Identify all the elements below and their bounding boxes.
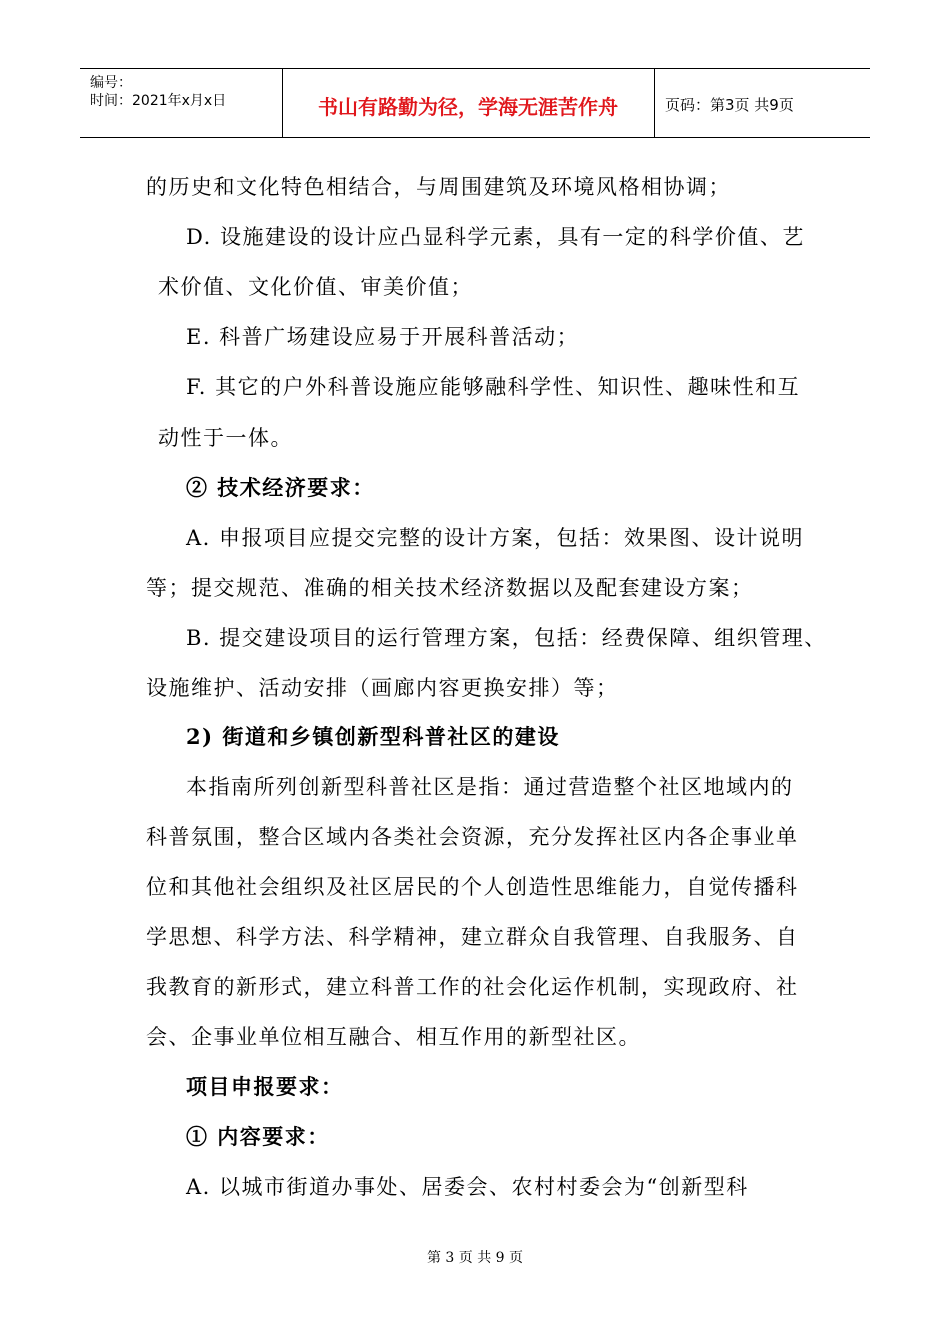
body-line: B. 提交建设项目的运行管理方案，包括：经费保障、组织管理、 bbox=[186, 626, 827, 650]
header-motto-cell bbox=[282, 69, 655, 137]
body-line: 学思想、科学方法、科学精神，建立群众自我管理、自我服务、自 bbox=[146, 925, 799, 949]
document-number-label: 编号： bbox=[90, 75, 132, 91]
body-line: D. 设施建设的设计应凸显科学元素，具有一定的科学价值、艺 bbox=[186, 225, 805, 249]
body-line: 位和其他社会组织及社区居民的个人创造性思维能力，自觉传播科 bbox=[146, 875, 799, 899]
header-page-cell bbox=[655, 69, 870, 137]
body-line: 等；提交规范、准确的相关技术经济数据以及配套建设方案； bbox=[146, 576, 754, 600]
document-time-label: 时间：2021年x月x日 bbox=[90, 93, 227, 109]
header-motto: 书山有路勤为径，学海无涯苦作舟 bbox=[318, 95, 618, 119]
body-line: 科普氛围，整合区域内各类社会资源，充分发挥社区内各企事业单 bbox=[146, 825, 799, 849]
body-line: 会、企事业单位相互融合、相互作用的新型社区。 bbox=[146, 1025, 641, 1049]
body-line: A. 申报项目应提交完整的设计方案，包括：效果图、设计说明 bbox=[186, 526, 805, 550]
body-line: 本指南所列创新型科普社区是指：通过营造整个社区地域内的 bbox=[186, 775, 794, 799]
page-footer: 第 3 页 共 9 页 bbox=[426, 1250, 524, 1266]
header-page-number: 页码：第3页 共9页 bbox=[665, 96, 794, 114]
body-line: F. 其它的户外科普设施应能够融科学性、知识性、趣味性和互 bbox=[186, 375, 801, 399]
body-line: 动性于一体。 bbox=[158, 426, 293, 450]
section-heading: 2) 街道和乡镇创新型科普社区的建设 bbox=[186, 724, 560, 749]
header-meta-cell bbox=[80, 69, 283, 137]
body-line: 设施维护、活动安排（画廊内容更换安排）等； bbox=[146, 676, 619, 700]
section-heading: ② 技术经济要求： bbox=[186, 475, 375, 500]
section-heading: 项目申报要求： bbox=[186, 1074, 344, 1099]
body-line: 术价值、文化价值、审美价值； bbox=[158, 275, 473, 299]
body-line: 的历史和文化特色相结合，与周围建筑及环境风格相协调； bbox=[146, 175, 731, 199]
body-line: E. 科普广场建设应易于开展科普活动； bbox=[186, 325, 580, 349]
section-heading: ① 内容要求： bbox=[186, 1124, 330, 1149]
body-line: A. 以城市街道办事处、居委会、农村村委会为“创新型科 bbox=[186, 1175, 749, 1199]
document-header bbox=[80, 68, 870, 138]
body-line: 我教育的新形式，建立科普工作的社会化运作机制，实现政府、社 bbox=[146, 975, 799, 999]
